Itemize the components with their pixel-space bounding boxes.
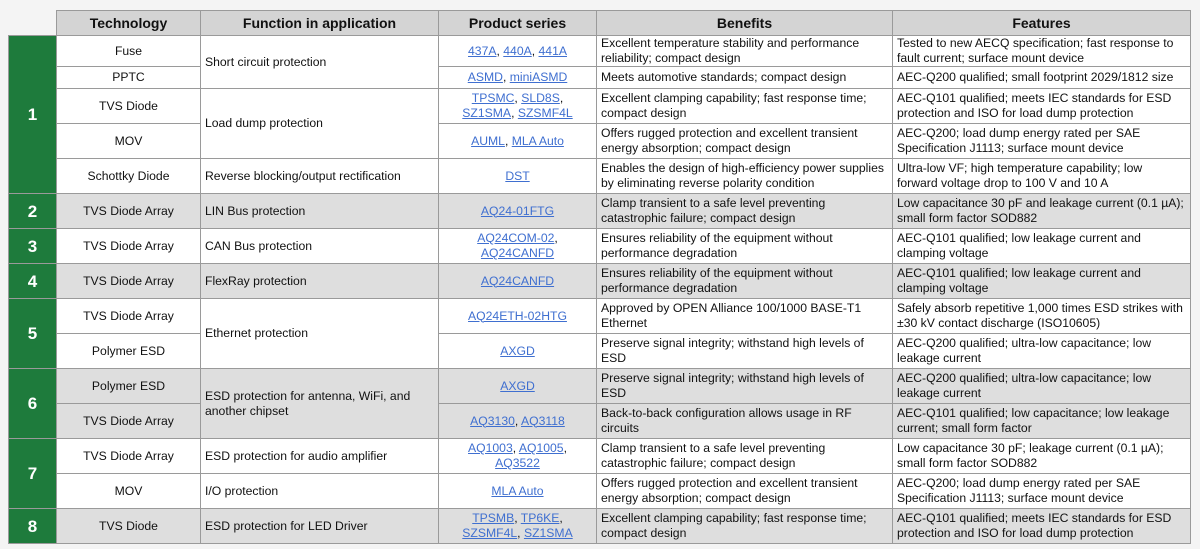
benefits-cell: Clamp transient to a safe level preventing catastrophic failure; compact design <box>597 439 893 474</box>
table-row <box>9 229 1191 264</box>
series-cell: 437A, 440A, 441A <box>439 36 597 67</box>
features-cell: AEC-Q101 qualified; low leakage current and clamping voltage <box>893 229 1191 264</box>
series-cell: AQ3130, AQ3118 <box>439 404 597 439</box>
group-number: 6 <box>9 369 57 439</box>
series-link[interactable]: AQ24-01FTG <box>480 203 555 218</box>
technology-cell: TVS Diode <box>57 509 201 544</box>
header-row <box>9 11 1191 36</box>
series-cell <box>439 159 597 194</box>
technology-cell: TVS Diode Array <box>57 229 201 264</box>
table-row <box>9 67 1191 89</box>
series-link[interactable]: SZ1SMA <box>523 526 573 540</box>
group-number: 2 <box>9 194 57 229</box>
benefits-cell: Approved by OPEN Alliance 100/1000 BASE-T1 Ethernet <box>597 299 893 334</box>
benefits-cell: Clamp transient to a safe level preventing catastrophic failure; compact design <box>597 194 893 229</box>
features-cell: AEC-Q200 qualified; ultra-low capacitance; low leakage current <box>893 369 1191 404</box>
technology-cell: Polymer ESD <box>57 334 201 369</box>
series-link[interactable]: AQ3118 <box>521 413 565 428</box>
features-cell: AEC-Q200; load dump energy rated per SAE Specification J1113; surface mount device <box>893 124 1191 159</box>
function-cell: ESD protection for LED Driver <box>201 509 439 544</box>
series-link[interactable]: ASMD <box>467 70 503 84</box>
series-link[interactable]: TP6KE <box>520 511 560 525</box>
table-row <box>9 334 1191 369</box>
series-cell <box>439 264 597 299</box>
table-row <box>9 299 1191 334</box>
benefits-cell: Meets automotive standards; compact design <box>597 67 893 89</box>
series-link[interactable]: TPSMC <box>471 91 515 105</box>
series-link[interactable]: 440A <box>503 43 532 58</box>
series-cell: AQ1003, AQ1005, AQ3522 <box>439 439 597 474</box>
table-row <box>9 404 1191 439</box>
group-number: 3 <box>9 229 57 264</box>
technology-cell: TVS Diode Array <box>57 299 201 334</box>
features-cell: Tested to new AECQ specification; fast response to fault current; surface mount device <box>893 36 1191 67</box>
features-cell: Low capacitance 30 pF and leakage current (0.1 µA); small form factor SOD882 <box>893 194 1191 229</box>
header-technology: Technology <box>57 11 201 36</box>
benefits-cell: Preserve signal integrity; withstand high levels of ESD <box>597 334 893 369</box>
series-cell <box>439 369 597 404</box>
series-link[interactable]: AQ3130 <box>470 413 515 428</box>
series-link[interactable]: TPSMB <box>472 511 515 525</box>
header-series: Product series <box>439 11 597 36</box>
table-row <box>9 509 1191 544</box>
series-link[interactable]: AXGD <box>500 343 535 358</box>
features-cell: AEC-Q101 qualified; meets IEC standards for ESD protection and ISO for load dump protection <box>893 89 1191 124</box>
technology-cell: Fuse <box>57 36 201 67</box>
series-cell: AUML, MLA Auto <box>439 124 597 159</box>
benefits-cell: Ensures reliability of the equipment without performance degradation <box>597 264 893 299</box>
group-number: 5 <box>9 299 57 369</box>
series-link[interactable]: AQ1005 <box>518 441 564 455</box>
series-link[interactable]: AXGD <box>500 378 535 393</box>
function-cell: Short circuit protection <box>201 36 439 89</box>
table-row <box>9 36 1191 67</box>
features-cell: Low capacitance 30 pF; leakage current (0.1 µA); small form factor SOD882 <box>893 439 1191 474</box>
series-link[interactable]: 437A <box>468 43 497 58</box>
product-table <box>8 10 1191 544</box>
series-link[interactable]: MLA Auto <box>511 133 564 148</box>
series-cell: TPSMC, SLD8S, SZ1SMA, SZSMF4L <box>439 89 597 124</box>
function-cell: ESD protection for antenna, WiFi, and another chipset <box>201 369 439 439</box>
table-row <box>9 124 1191 159</box>
function-cell: FlexRay protection <box>201 264 439 299</box>
series-cell <box>439 474 597 509</box>
function-cell: Load dump protection <box>201 89 439 159</box>
features-cell: AEC-Q101 qualified; low capacitance; low leakage current; small form factor <box>893 404 1191 439</box>
series-cell: TPSMB, TP6KE, SZSMF4L, SZ1SMA <box>439 509 597 544</box>
features-cell: Safely absorb repetitive 1,000 times ESD strikes with ±30 kV contact discharge (ISO10605) <box>893 299 1191 334</box>
header-benefits: Benefits <box>597 11 893 36</box>
table-row <box>9 369 1191 404</box>
series-link[interactable]: AQ3522 <box>495 456 540 470</box>
features-cell: AEC-Q200 qualified; ultra-low capacitance; low leakage current <box>893 334 1191 369</box>
benefits-cell: Offers rugged protection and excellent transient energy absorption; compact design <box>597 124 893 159</box>
table-row <box>9 89 1191 124</box>
technology-cell: TVS Diode Array <box>57 194 201 229</box>
series-cell <box>439 299 597 334</box>
function-cell: ESD protection for audio amplifier <box>201 439 439 474</box>
table-row <box>9 264 1191 299</box>
series-link[interactable]: SLD8S <box>521 91 560 105</box>
function-cell: Reverse blocking/output rectification <box>201 159 439 194</box>
series-link[interactable]: AQ24COM-02 <box>477 231 555 245</box>
table-row <box>9 194 1191 229</box>
technology-cell: MOV <box>57 474 201 509</box>
function-cell: I/O protection <box>201 474 439 509</box>
benefits-cell: Preserve signal integrity; withstand high levels of ESD <box>597 369 893 404</box>
group-number: 4 <box>9 264 57 299</box>
features-cell: Ultra-low VF; high temperature capability; low forward voltage drop to 100 V and 10 A <box>893 159 1191 194</box>
features-cell: AEC-Q101 qualified; low leakage current and clamping voltage <box>893 264 1191 299</box>
table-row <box>9 439 1191 474</box>
group-number: 7 <box>9 439 57 509</box>
technology-cell: TVS Diode <box>57 89 201 124</box>
features-cell: AEC-Q200 qualified; small footprint 2029/1812 size <box>893 67 1191 89</box>
function-cell: CAN Bus protection <box>201 229 439 264</box>
benefits-cell: Enables the design of high-efficiency power supplies by eliminating reverse polarity condition <box>597 159 893 194</box>
series-link[interactable]: AQ24ETH-02HTG <box>468 308 567 323</box>
features-cell: AEC-Q101 qualified; meets IEC standards for ESD protection and ISO for load dump protection <box>893 509 1191 544</box>
function-cell: Ethernet protection <box>201 299 439 369</box>
technology-cell: TVS Diode Array <box>57 264 201 299</box>
benefits-cell: Back-to-back configuration allows usage in RF circuits <box>597 404 893 439</box>
technology-cell: Polymer ESD <box>57 369 201 404</box>
series-link[interactable]: SZSMF4L <box>462 526 518 540</box>
benefits-cell: Offers rugged protection and excellent transient energy absorption; compact design <box>597 474 893 509</box>
function-cell: LIN Bus protection <box>201 194 439 229</box>
series-link[interactable]: 441A <box>538 43 567 58</box>
technology-cell: TVS Diode Array <box>57 404 201 439</box>
series-link[interactable]: AUML <box>471 133 505 148</box>
technology-cell: Schottky Diode <box>57 159 201 194</box>
table-row <box>9 159 1191 194</box>
series-link[interactable]: AQ1003 <box>468 441 513 455</box>
technology-cell: MOV <box>57 124 201 159</box>
technology-cell: PPTC <box>57 67 201 89</box>
features-cell: AEC-Q200; load dump energy rated per SAE Specification J1113; surface mount device <box>893 474 1191 509</box>
benefits-cell: Excellent clamping capability; fast response time; compact design <box>597 509 893 544</box>
series-cell <box>439 334 597 369</box>
technology-cell: TVS Diode Array <box>57 439 201 474</box>
series-link[interactable]: SZ1SMA <box>462 106 512 120</box>
series-link[interactable]: AQ24CANFD <box>480 273 555 288</box>
series-link[interactable]: DST <box>505 168 530 183</box>
series-cell <box>439 194 597 229</box>
benefits-cell: Excellent clamping capability; fast response time; compact design <box>597 89 893 124</box>
group-number: 8 <box>9 509 57 544</box>
group-number: 1 <box>9 36 57 194</box>
benefits-cell: Excellent temperature stability and performance reliability; compact design <box>597 36 893 67</box>
header-features: Features <box>893 11 1191 36</box>
series-link[interactable]: miniASMD <box>509 70 568 84</box>
series-cell: AQ24COM-02, AQ24CANFD <box>439 229 597 264</box>
series-cell: ASMD, miniASMD <box>439 67 597 89</box>
benefits-cell: Ensures reliability of the equipment without performance degradation <box>597 229 893 264</box>
series-link[interactable]: AQ24CANFD <box>480 246 555 260</box>
table-row <box>9 474 1191 509</box>
header-corner <box>9 11 57 36</box>
series-link[interactable]: MLA Auto <box>491 483 544 498</box>
series-link[interactable]: SZSMF4L <box>517 106 573 120</box>
header-function: Function in application <box>201 11 439 36</box>
